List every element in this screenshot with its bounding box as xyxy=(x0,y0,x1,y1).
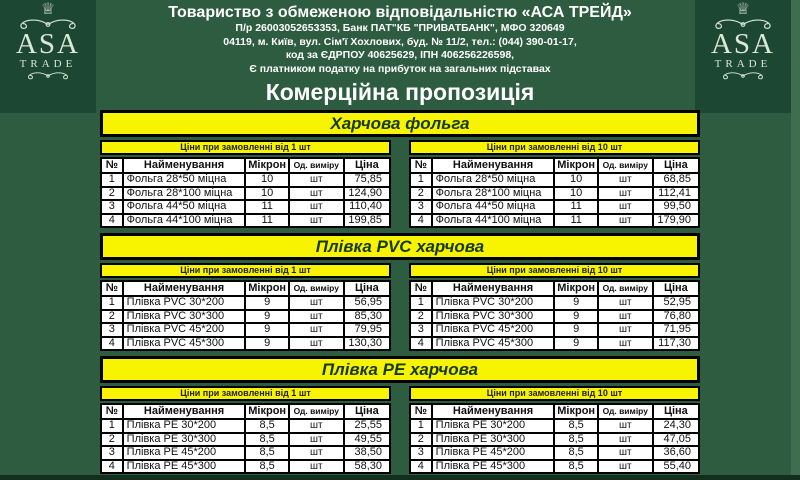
cell-price: 110,40 xyxy=(344,200,390,214)
table-row xyxy=(101,173,390,187)
price-block-left xyxy=(100,263,391,351)
cell-name: Фольга 28*50 міцна xyxy=(432,173,555,187)
cell-price: 55,40 xyxy=(653,460,699,474)
col-header-name: Найменування xyxy=(123,281,246,296)
cell-num: 1 xyxy=(101,173,123,187)
cell-price: 112,41 xyxy=(653,187,699,201)
cell-num: 4 xyxy=(410,460,432,474)
cell-name: Фольга 44*100 міцна xyxy=(432,214,555,228)
cell-micron: 9 xyxy=(554,296,597,310)
tier-label-from1: Ціни при замовленні від 1 шт xyxy=(100,140,391,155)
price-table-left xyxy=(100,280,391,351)
cell-name: Плівка PVC 30*300 xyxy=(123,310,246,324)
col-header-price: Ціна xyxy=(344,404,390,419)
tier-label-from10: Ціни при замовленні від 10 шт xyxy=(409,140,700,155)
cell-num: 1 xyxy=(101,419,123,433)
table-header-row xyxy=(410,281,699,296)
cell-micron: 9 xyxy=(245,337,288,351)
cell-unit: шт xyxy=(289,214,344,228)
table-row xyxy=(410,310,699,324)
cell-num: 2 xyxy=(101,310,123,324)
cell-micron: 9 xyxy=(245,323,288,337)
cell-unit: шт xyxy=(289,323,344,337)
cell-micron: 9 xyxy=(245,310,288,324)
table-header-row xyxy=(410,158,699,173)
cell-num: 2 xyxy=(410,433,432,447)
cell-num: 1 xyxy=(410,173,432,187)
cell-price: 99,50 xyxy=(653,200,699,214)
cell-micron: 8,5 xyxy=(554,419,597,433)
price-block-left xyxy=(100,140,391,228)
cell-name: Фольга 28*100 міцна xyxy=(432,187,555,201)
table-row xyxy=(101,337,390,351)
section-title: Харчова фольга xyxy=(100,110,700,137)
cell-name: Плівка PE 45*300 xyxy=(123,460,246,474)
cell-micron: 8,5 xyxy=(554,460,597,474)
company-address-line: 04119, м. Київ, вул. Сім'ї Хохлових, буд. № 11/2, тел.: (044) 390-01-17, xyxy=(223,35,577,48)
cell-micron: 10 xyxy=(554,173,597,187)
cell-name: Плівка PVC 45*300 xyxy=(432,337,555,351)
table-row xyxy=(101,214,390,228)
section-title: Плівка PVC харчова xyxy=(100,233,700,260)
col-header-price: Ціна xyxy=(344,281,390,296)
cell-micron: 8,5 xyxy=(554,433,597,447)
price-section xyxy=(100,356,700,474)
cell-name: Фольга 28*50 міцна xyxy=(123,173,246,187)
cell-price: 38,50 xyxy=(344,446,390,460)
cell-micron: 11 xyxy=(245,214,288,228)
cell-unit: шт xyxy=(598,419,653,433)
table-row xyxy=(101,200,390,214)
table-row xyxy=(410,187,699,201)
price-section xyxy=(100,233,700,351)
cell-micron: 11 xyxy=(554,200,597,214)
cell-micron: 11 xyxy=(554,214,597,228)
cell-micron: 8,5 xyxy=(245,419,288,433)
cell-num: 1 xyxy=(101,296,123,310)
table-body-left xyxy=(101,173,390,227)
cell-name: Плівка PE 45*300 xyxy=(432,460,555,474)
col-header-micron: Мікрон xyxy=(554,158,597,173)
cell-price: 24,30 xyxy=(653,419,699,433)
cell-unit: шт xyxy=(598,187,653,201)
cell-num: 1 xyxy=(410,296,432,310)
table-row xyxy=(410,200,699,214)
cell-unit: шт xyxy=(598,296,653,310)
cell-unit: шт xyxy=(289,187,344,201)
tier-label-from10: Ціни при замовленні від 10 шт xyxy=(409,263,700,278)
cell-num: 2 xyxy=(410,187,432,201)
cell-unit: шт xyxy=(289,296,344,310)
cell-name: Плівка PE 30*200 xyxy=(432,419,555,433)
cell-unit: шт xyxy=(289,419,344,433)
cell-micron: 9 xyxy=(554,310,597,324)
price-section xyxy=(100,110,700,228)
cell-price: 130,30 xyxy=(344,337,390,351)
col-header-micron: Мікрон xyxy=(245,158,288,173)
cell-num: 2 xyxy=(101,433,123,447)
cell-num: 3 xyxy=(101,446,123,460)
cell-unit: шт xyxy=(289,433,344,447)
price-table-right xyxy=(409,280,700,351)
cell-name: Плівка PVC 45*200 xyxy=(432,323,555,337)
table-row xyxy=(410,460,699,474)
cell-unit: шт xyxy=(598,173,653,187)
section-title: Плівка PE харчова xyxy=(100,356,700,383)
flourish-icon xyxy=(22,71,74,81)
col-header-name: Найменування xyxy=(123,158,246,173)
table-row xyxy=(410,214,699,228)
cell-unit: шт xyxy=(289,337,344,351)
cell-num: 3 xyxy=(101,200,123,214)
col-header-unit: Од. виміру xyxy=(289,404,344,419)
brand-name: ASA xyxy=(15,28,80,60)
brand-subtitle: TRADE xyxy=(714,58,772,70)
cell-unit: шт xyxy=(598,460,653,474)
cell-unit: шт xyxy=(289,200,344,214)
cell-price: 56,95 xyxy=(344,296,390,310)
col-header-micron: Мікрон xyxy=(245,281,288,296)
table-header-row xyxy=(101,404,390,419)
table-row xyxy=(101,433,390,447)
col-header-num: № xyxy=(410,158,432,173)
price-table-left xyxy=(100,157,391,228)
price-block-right xyxy=(409,386,700,474)
cell-price: 76,80 xyxy=(653,310,699,324)
cell-price: 199,85 xyxy=(344,214,390,228)
cell-num: 1 xyxy=(410,419,432,433)
table-row xyxy=(101,323,390,337)
brand-subtitle: TRADE xyxy=(19,58,77,70)
table-row xyxy=(410,323,699,337)
table-body-right xyxy=(410,173,699,227)
tier-label-from1: Ціни при замовленні від 1 шт xyxy=(100,263,391,278)
table-row xyxy=(410,337,699,351)
table-row xyxy=(101,460,390,474)
table-body-left xyxy=(101,296,390,350)
table-row xyxy=(101,419,390,433)
table-body-right xyxy=(410,419,699,473)
table-row xyxy=(410,446,699,460)
cell-micron: 10 xyxy=(245,187,288,201)
cell-price: 117,30 xyxy=(653,337,699,351)
price-table-left xyxy=(100,403,391,474)
cell-price: 58,30 xyxy=(344,460,390,474)
cell-name: Фольга 44*50 міцна xyxy=(432,200,555,214)
cell-num: 3 xyxy=(101,323,123,337)
col-header-micron: Мікрон xyxy=(554,404,597,419)
cell-num: 3 xyxy=(410,200,432,214)
table-row xyxy=(101,296,390,310)
cell-num: 3 xyxy=(410,446,432,460)
company-tax-line: Є платником податку на прибуток на загальних підставах xyxy=(249,62,551,75)
cell-name: Плівка PVC 30*200 xyxy=(123,296,246,310)
cell-micron: 8,5 xyxy=(245,460,288,474)
company-header xyxy=(100,0,700,106)
company-codes-line: код за ЄДРПОУ 40625629, ІПН 406256226598, xyxy=(285,49,515,61)
cell-num: 3 xyxy=(410,323,432,337)
table-header-row xyxy=(101,281,390,296)
tier-label-from10: Ціни при замовленні від 10 шт xyxy=(409,386,700,401)
cell-unit: шт xyxy=(598,310,653,324)
cell-name: Плівка PVC 45*200 xyxy=(123,323,246,337)
cell-price: 85,30 xyxy=(344,310,390,324)
cell-num: 4 xyxy=(101,337,123,351)
cell-name: Плівка PE 30*300 xyxy=(123,433,246,447)
page-title: Комерційна пропозиція xyxy=(265,79,535,105)
col-header-micron: Мікрон xyxy=(554,281,597,296)
table-row xyxy=(101,310,390,324)
table-header-row xyxy=(101,158,390,173)
cell-price: 71,95 xyxy=(653,323,699,337)
cell-name: Плівка PE 30*300 xyxy=(432,433,555,447)
cell-price: 68,85 xyxy=(653,173,699,187)
price-block-right xyxy=(409,263,700,351)
cell-price: 47,05 xyxy=(653,433,699,447)
cell-unit: шт xyxy=(598,323,653,337)
cell-micron: 10 xyxy=(245,173,288,187)
tier-label-from1: Ціни при замовленні від 1 шт xyxy=(100,386,391,401)
cell-name: Плівка PE 45*200 xyxy=(432,446,555,460)
price-table-right xyxy=(409,403,700,474)
table-row xyxy=(410,433,699,447)
table-body-right xyxy=(410,296,699,350)
right-edge-strip xyxy=(791,0,800,480)
cell-unit: шт xyxy=(598,214,653,228)
price-block-left xyxy=(100,386,391,474)
sections-container xyxy=(100,110,700,479)
col-header-name: Найменування xyxy=(123,404,246,419)
table-row xyxy=(410,296,699,310)
col-header-unit: Од. виміру xyxy=(289,281,344,296)
brand-name: ASA xyxy=(710,28,775,60)
price-block-right xyxy=(409,140,700,228)
table-row xyxy=(101,187,390,201)
cell-name: Фольга 44*50 міцна xyxy=(123,200,246,214)
cell-price: 36,60 xyxy=(653,446,699,460)
cell-num: 4 xyxy=(410,337,432,351)
cell-name: Фольга 28*100 міцна xyxy=(123,187,246,201)
cell-price: 179,90 xyxy=(653,214,699,228)
table-row xyxy=(410,419,699,433)
col-header-num: № xyxy=(410,404,432,419)
cell-name: Плівка PE 30*200 xyxy=(123,419,246,433)
cell-unit: шт xyxy=(289,460,344,474)
col-header-unit: Од. виміру xyxy=(598,281,653,296)
col-header-price: Ціна xyxy=(653,158,699,173)
flourish-icon xyxy=(717,71,769,81)
cell-micron: 8,5 xyxy=(245,433,288,447)
cell-unit: шт xyxy=(598,446,653,460)
cell-num: 2 xyxy=(101,187,123,201)
cell-num: 2 xyxy=(410,310,432,324)
crown-icon: ♕ xyxy=(40,1,56,18)
col-header-unit: Од. виміру xyxy=(598,404,653,419)
table-body-left xyxy=(101,419,390,473)
cell-micron: 9 xyxy=(554,337,597,351)
price-table-right xyxy=(409,157,700,228)
table-row xyxy=(410,173,699,187)
bottom-edge-strip xyxy=(0,475,800,480)
cell-micron: 9 xyxy=(554,323,597,337)
cell-micron: 9 xyxy=(245,296,288,310)
col-header-unit: Од. виміру xyxy=(289,158,344,173)
col-header-num: № xyxy=(101,158,123,173)
col-header-name: Найменування xyxy=(432,158,555,173)
cell-unit: шт xyxy=(598,337,653,351)
cell-unit: шт xyxy=(289,173,344,187)
col-header-num: № xyxy=(101,281,123,296)
col-header-unit: Од. виміру xyxy=(598,158,653,173)
col-header-name: Найменування xyxy=(432,404,555,419)
cell-price: 52,95 xyxy=(653,296,699,310)
col-header-num: № xyxy=(410,281,432,296)
table-header-row xyxy=(410,404,699,419)
col-header-price: Ціна xyxy=(653,404,699,419)
cell-num: 4 xyxy=(101,460,123,474)
col-header-name: Найменування xyxy=(432,281,555,296)
cell-unit: шт xyxy=(598,200,653,214)
cell-name: Фольга 44*100 міцна xyxy=(123,214,246,228)
col-header-price: Ціна xyxy=(344,158,390,173)
company-name: Товариство з обмеженою відповідальністю «АСА ТРЕЙД» xyxy=(168,4,632,21)
cell-price: 49,55 xyxy=(344,433,390,447)
company-bank-line: П/р 26003052653353, Банк ПАТ"КБ "ПРИВАТБАНК", МФО 320649 xyxy=(235,22,565,34)
col-header-micron: Мікрон xyxy=(245,404,288,419)
cell-price: 25,55 xyxy=(344,419,390,433)
cell-num: 4 xyxy=(410,214,432,228)
crown-icon: ♕ xyxy=(735,1,751,18)
cell-unit: шт xyxy=(598,433,653,447)
col-header-num: № xyxy=(101,404,123,419)
cell-num: 4 xyxy=(101,214,123,228)
cell-micron: 11 xyxy=(245,200,288,214)
table-row xyxy=(101,446,390,460)
col-header-price: Ціна xyxy=(653,281,699,296)
logo-right xyxy=(695,0,791,113)
cell-unit: шт xyxy=(289,446,344,460)
cell-name: Плівка PVC 30*300 xyxy=(432,310,555,324)
cell-name: Плівка PVC 30*200 xyxy=(432,296,555,310)
cell-price: 75,85 xyxy=(344,173,390,187)
cell-name: Плівка PVC 45*300 xyxy=(123,337,246,351)
cell-unit: шт xyxy=(289,310,344,324)
cell-micron: 10 xyxy=(554,187,597,201)
logo-left xyxy=(0,0,96,113)
cell-name: Плівка PE 45*200 xyxy=(123,446,246,460)
cell-price: 79,95 xyxy=(344,323,390,337)
cell-micron: 8,5 xyxy=(554,446,597,460)
cell-price: 124,90 xyxy=(344,187,390,201)
cell-micron: 8,5 xyxy=(245,446,288,460)
